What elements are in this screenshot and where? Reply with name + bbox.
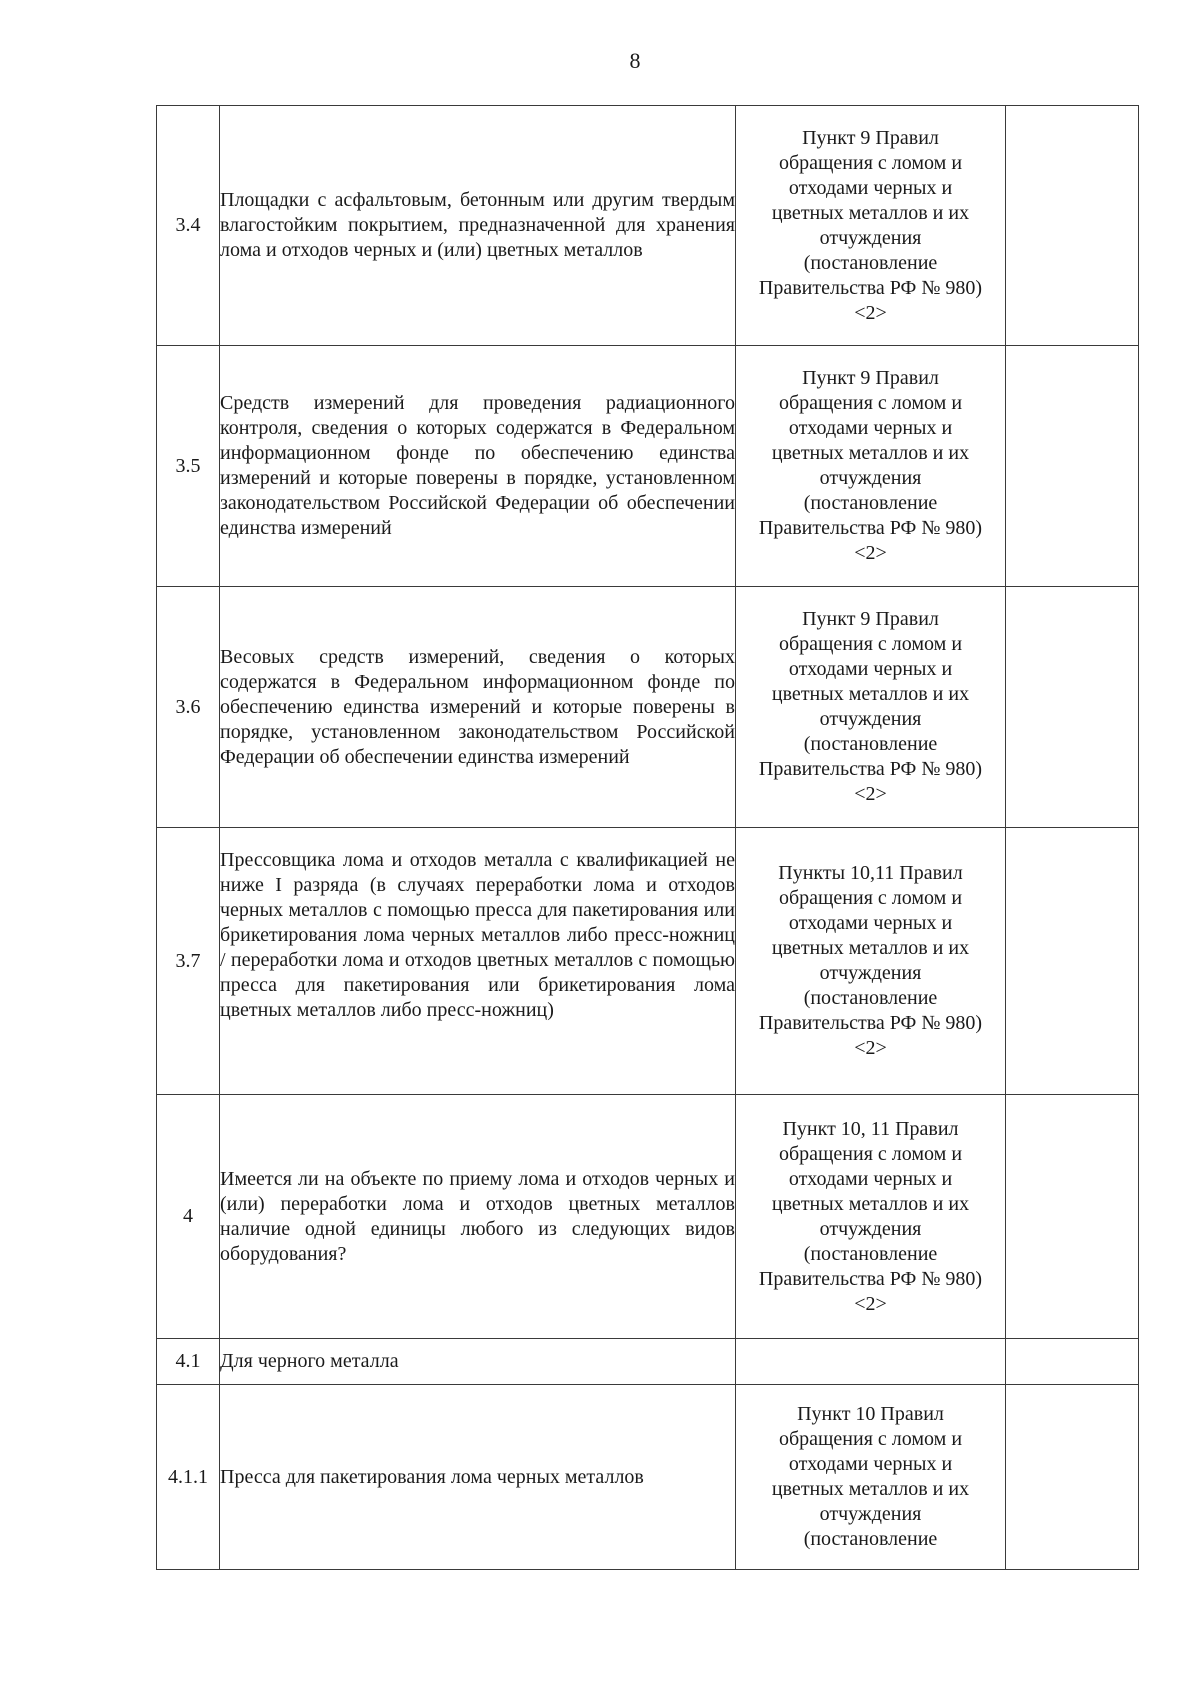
legal-reference-line: отходами черных и — [788, 1167, 953, 1190]
requirement-text: Площадки с асфальтовым, бетонным или другим твердым влагостойким покрытием, предназначенной для хранения лома и отходов черных и (или) цветных металлов — [220, 106, 736, 346]
legal-reference-line: <2> — [854, 783, 887, 805]
legal-reference-line: отходами черных и — [788, 912, 953, 934]
table-row — [157, 346, 1139, 587]
requirement-text: Средств измерений для проведения радиационного контроля, сведения о которых содержатся в Федеральном информационном фонде по обеспечению единства измерений и которые поверены в порядке, установленном законодательством Российской Федерации об обеспечении единства измерений — [220, 346, 736, 587]
legal-reference-line: Пункт 10, 11 Правил — [782, 1117, 959, 1140]
legal-reference-line: отчуждения — [819, 1217, 922, 1240]
legal-reference — [736, 1095, 1006, 1339]
item-number: 3.7 — [157, 828, 220, 1095]
legal-reference-line: (постановление — [803, 1528, 938, 1550]
item-number: 3.6 — [157, 587, 220, 828]
legal-reference-line: Пункт 10 Правил — [797, 1403, 944, 1425]
legal-reference-line: (постановление — [803, 733, 938, 755]
legal-reference-line: Правительства РФ № 980) — [758, 276, 983, 299]
table-row — [157, 1385, 1139, 1570]
legal-reference-line: обращения с ломом и — [778, 151, 963, 174]
requirement-text: Весовых средств измерений, сведения о которых содержатся в Федеральном информационном фонде по обеспечению единства измерений и которые поверены в порядке, установленном законодательством Российской Федерации об обеспечении единства измерений — [220, 587, 736, 828]
table-row — [157, 828, 1139, 1095]
legal-reference-line: (постановление — [803, 492, 938, 514]
legal-reference-line: отчуждения — [819, 1503, 922, 1525]
legal-reference-line: обращения с ломом и — [778, 633, 963, 655]
legal-reference-line: Пункт 9 Правил — [802, 367, 939, 389]
legal-reference-line: <2> — [854, 1292, 887, 1315]
answer-cell — [1006, 1385, 1139, 1570]
legal-reference-line: отходами черных и — [788, 1453, 953, 1475]
page-number: 8 — [629, 48, 641, 73]
legal-reference-line: (постановление — [803, 1242, 938, 1265]
item-number: 3.5 — [157, 346, 220, 587]
answer-cell — [1006, 828, 1139, 1095]
legal-reference-line: (постановление — [803, 987, 938, 1009]
item-number: 3.4 — [157, 106, 220, 346]
legal-reference-line: Пункты 10,11 Правил — [778, 862, 963, 884]
table-row — [157, 1095, 1139, 1339]
legal-reference-line: отходами черных и — [788, 658, 953, 680]
table-row — [157, 106, 1139, 346]
legal-reference-line: обращения с ломом и — [778, 1428, 963, 1450]
legal-reference-line: обращения с ломом и — [778, 887, 963, 909]
legal-reference-line: отчуждения — [819, 467, 922, 489]
legal-reference — [736, 1385, 1006, 1570]
legal-reference-line: Правительства РФ № 980) — [758, 517, 983, 539]
legal-reference-line: Правительства РФ № 980) — [758, 1267, 983, 1290]
table-row — [157, 587, 1139, 828]
legal-reference-line: цветных металлов и их — [771, 442, 970, 464]
legal-reference-line: <2> — [854, 542, 887, 564]
answer-cell — [1006, 106, 1139, 346]
checklist-table — [156, 105, 1139, 1570]
item-number: 4.1.1 — [157, 1385, 220, 1570]
requirement-text: Имеется ли на объекте по приему лома и отходов черных и (или) переработки лома и отходов цветных металлов наличие одной единицы любого из следующих видов оборудования? — [220, 1095, 736, 1339]
answer-cell — [1006, 587, 1139, 828]
legal-reference-line: обращения с ломом и — [778, 1142, 963, 1165]
requirement-text: Пресса для пакетирования лома черных металлов — [220, 1385, 736, 1570]
legal-reference-line: (постановление — [803, 251, 938, 274]
legal-reference — [736, 587, 1006, 828]
legal-reference-line: обращения с ломом и — [778, 392, 963, 414]
legal-reference-line: цветных металлов и их — [771, 937, 970, 959]
legal-reference-line: Правительства РФ № 980) — [758, 1012, 983, 1034]
legal-reference-line: отчуждения — [819, 708, 922, 730]
legal-reference — [736, 828, 1006, 1095]
legal-reference-line: цветных металлов и их — [771, 1478, 970, 1500]
table-row — [157, 1339, 1139, 1385]
legal-reference — [736, 106, 1006, 346]
legal-reference-line: <2> — [854, 1037, 887, 1059]
item-number: 4 — [157, 1095, 220, 1339]
legal-reference — [736, 346, 1006, 587]
legal-reference-line: отходами черных и — [788, 417, 953, 439]
item-number: 4.1 — [157, 1339, 220, 1385]
legal-reference-line: отчуждения — [819, 226, 922, 249]
legal-reference — [736, 1339, 1006, 1385]
legal-reference-line: цветных металлов и их — [771, 683, 970, 705]
answer-cell — [1006, 346, 1139, 587]
legal-reference-line: <2> — [854, 301, 887, 324]
requirement-text: Прессовщика лома и отходов металла с квалификацией не ниже I разряда (в случаях переработки лома и отходов черных металлов с помощью пресса для пакетирования или брикетирования лома черных металлов либо пресс-ножниц / переработки лома и отходов цветных металлов с помощью пресса для пакетирования или брикетирования лома цветных металлов либо пресс-ножниц) — [220, 828, 736, 1095]
legal-reference-line: цветных металлов и их — [771, 201, 970, 224]
legal-reference-line: отчуждения — [819, 962, 922, 984]
legal-reference-line: Правительства РФ № 980) — [758, 758, 983, 780]
legal-reference-line: Пункт 9 Правил — [802, 608, 939, 630]
answer-cell — [1006, 1095, 1139, 1339]
legal-reference-line: отходами черных и — [788, 176, 953, 199]
legal-reference-line: Пункт 9 Правил — [802, 126, 939, 149]
answer-cell — [1006, 1339, 1139, 1385]
legal-reference-line: цветных металлов и их — [771, 1192, 970, 1215]
requirement-text: Для черного металла — [220, 1339, 736, 1385]
checklist-rows — [157, 106, 1139, 1570]
